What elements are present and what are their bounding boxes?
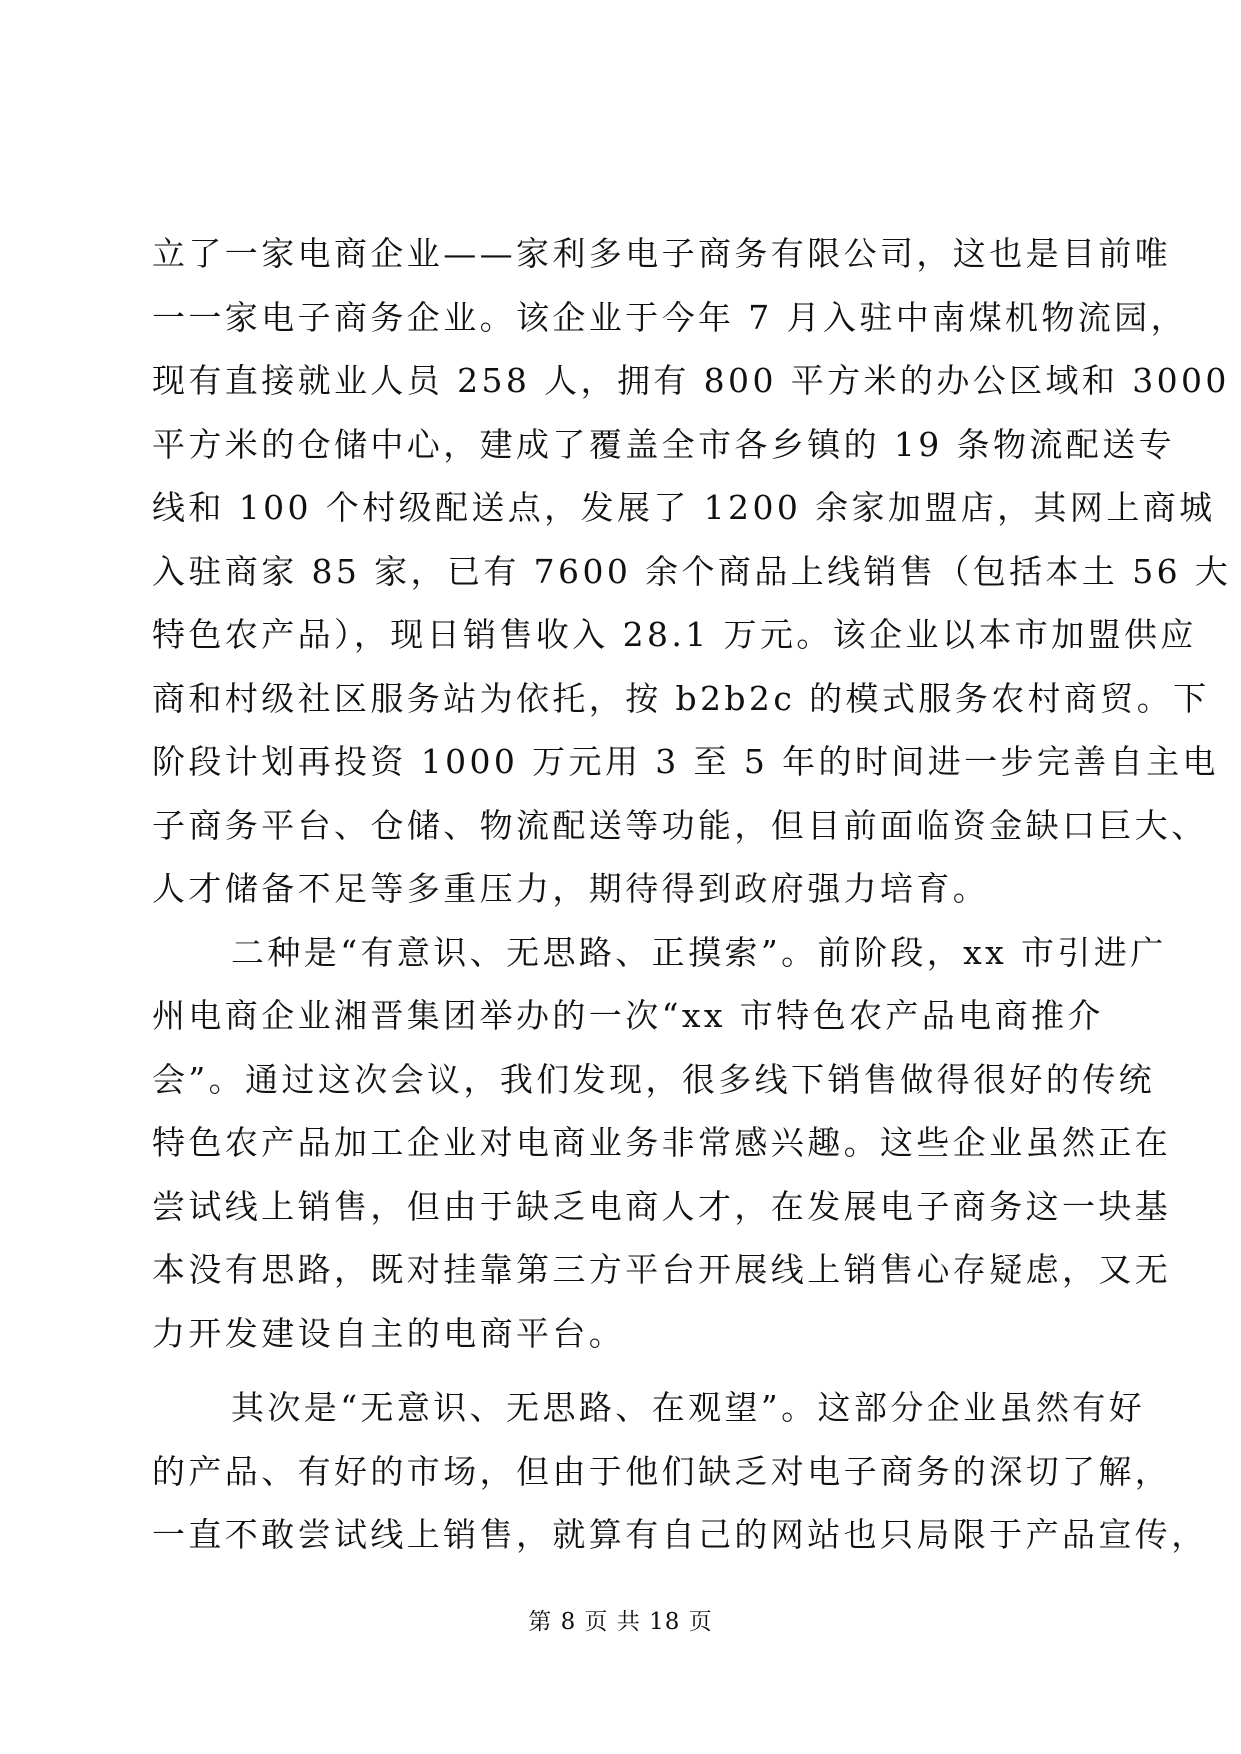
text-line: 商和村级社区服务站为依托，按 b2b2c 的模式服务农村商贸。下 bbox=[152, 678, 1210, 718]
text-line: 州电商企业湘晋集团举办的一次“xx 市特色农产品电商推介 bbox=[152, 996, 1104, 1035]
text-line: 尝试线上销售，但由于缺乏电商人才，在发展电子商务这一块基 bbox=[152, 1186, 1172, 1226]
paragraph bbox=[152, 921, 1172, 1366]
text-line: 特色农产品），现日销售收入 28.1 万元。该企业以本市加盟供应 bbox=[152, 615, 1197, 654]
text-line: 立了一家电商企业——家利多电子商务有限公司，这也是目前唯 bbox=[152, 234, 1172, 273]
text-line: 阶段计划再投资 1000 万元用 3 至 5 年的时间进一步完善自主电 bbox=[152, 742, 1219, 781]
text-line: 二种是“有意识、无思路、正摸索”。前阶段，xx 市引进广 bbox=[231, 932, 1167, 972]
text-line: 特色农产品加工企业对电商业务非常感兴趣。这些企业虽然正在 bbox=[152, 1123, 1172, 1162]
text-line: 会”。通过这次会议，我们发现，很多线下销售做得很好的传统 bbox=[152, 1059, 1156, 1099]
page-number-footer: 第 8 页 共 18 页 bbox=[528, 1609, 713, 1635]
paragraph bbox=[152, 1376, 1208, 1567]
text-line: 人才储备不足等多重压力，期待得到政府强力培育。 bbox=[152, 869, 990, 908]
text-line: 的产品、有好的市场，但由于他们缺乏对电子商务的深切了解， bbox=[152, 1451, 1172, 1491]
text-line: 一直不敢尝试线上销售，就算有自己的网站也只局限于产品宣传， bbox=[152, 1515, 1208, 1554]
paragraph-spacing bbox=[152, 1365, 1092, 1376]
text-line: 其次是“无意识、无思路、在观望”。这部分企业虽然有好 bbox=[231, 1388, 1146, 1427]
text-line: 一一家电子商务企业。该企业于今年 7 月入驻中南煤机物流园， bbox=[152, 297, 1187, 337]
text-line: 入驻商家 85 家，已有 7600 余个商品上线销售（包括本土 56 大 bbox=[152, 551, 1232, 591]
paragraph bbox=[152, 222, 1232, 921]
document-body bbox=[152, 222, 1232, 1567]
text-line: 子商务平台、仓储、物流配送等功能，但目前面临资金缺口巨大、 bbox=[152, 805, 1208, 845]
text-line: 线和 100 个村级配送点，发展了 1200 余家加盟店，其网上商城 bbox=[152, 488, 1216, 527]
text-line: 现有直接就业人员 258 人，拥有 800 平方米的办公区域和 3000 bbox=[152, 361, 1230, 400]
text-line: 力开发建设自主的电商平台。 bbox=[152, 1313, 626, 1353]
text-line: 平方米的仓储中心，建成了覆盖全市各乡镇的 19 条物流配送专 bbox=[152, 424, 1175, 464]
text-line: 本没有思路，既对挂靠第三方平台开展线上销售心存疑虑，又无 bbox=[152, 1250, 1172, 1289]
